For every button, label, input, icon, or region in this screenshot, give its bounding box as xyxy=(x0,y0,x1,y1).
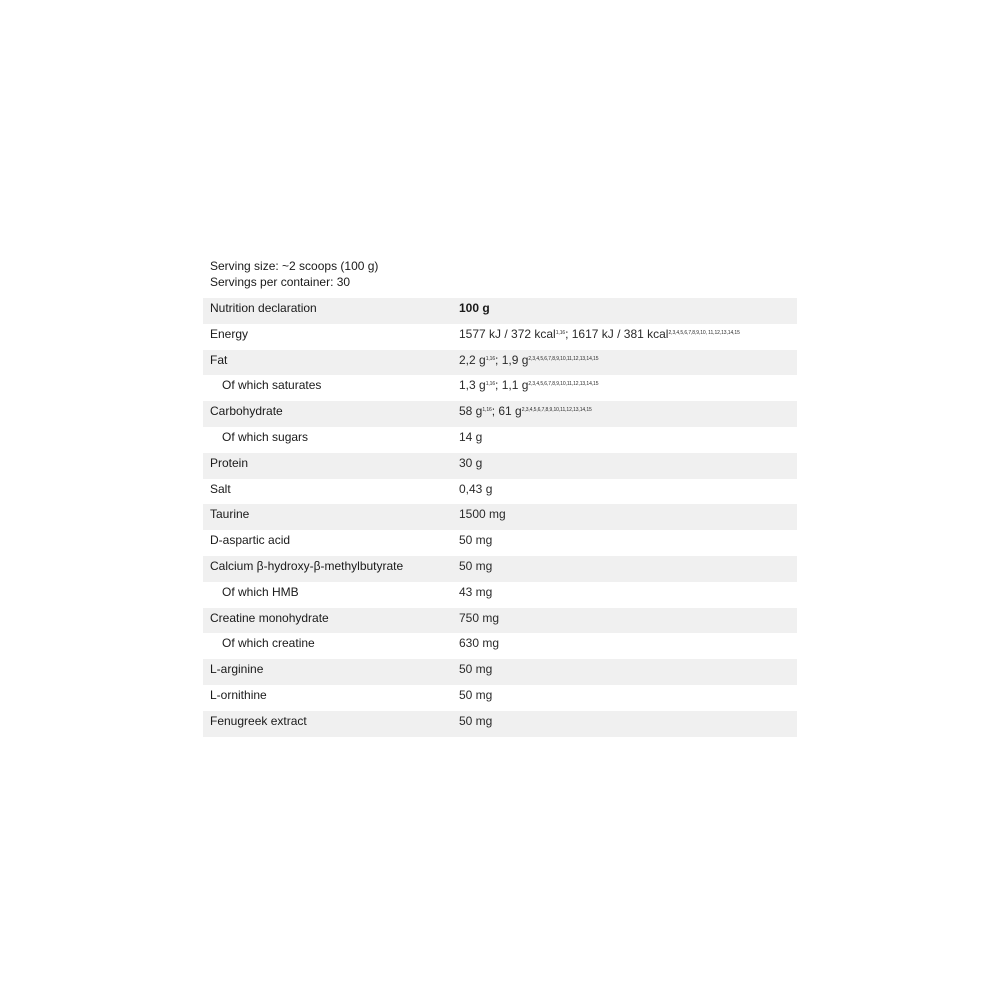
nutrient-name-cell: L-ornithine xyxy=(210,687,267,702)
nutrient-name-cell: Of which HMB xyxy=(222,584,299,599)
nutrient-value-cell xyxy=(459,685,797,711)
value-text: 43 mg xyxy=(459,584,493,599)
nutrient-value-cell xyxy=(459,582,797,608)
nutrient-value-cell xyxy=(459,375,797,401)
nutrient-name-cell: Fat xyxy=(210,352,228,367)
footnote-reference: 2,3,4,5,6,7,8,9,10,11,12,13,14,15 xyxy=(521,407,592,414)
serving-size-text: Serving size: ~2 scoops (100 g) xyxy=(210,259,379,273)
nutrition-table xyxy=(203,298,797,737)
value-text: 630 mg xyxy=(459,636,500,651)
nutrient-value-cell xyxy=(459,350,797,376)
nutrient-value-cell xyxy=(459,530,797,556)
table-row xyxy=(203,685,797,711)
nutrient-name-cell: Taurine xyxy=(210,507,250,522)
value-text: ; 1617 kJ / 381 kcal xyxy=(565,326,669,341)
serving-info xyxy=(210,258,770,290)
nutrient-name-cell: Of which saturates xyxy=(222,378,322,393)
value-text: 2,2 g xyxy=(459,352,486,367)
value-text: ; 61 g xyxy=(491,404,522,419)
value-text: 30 g xyxy=(459,455,483,470)
nutrient-name-cell: Creatine monohydrate xyxy=(210,610,329,625)
table-header-row xyxy=(203,298,797,324)
nutrition-table-body xyxy=(203,298,797,737)
nutrient-value-cell xyxy=(459,453,797,479)
nutrient-name-cell: Calcium β-hydroxy-β-methylbutyrate xyxy=(210,558,404,573)
footnote-reference: 2,3,4,5,6,7,8,9,10, 11,12,13,14,15 xyxy=(668,329,740,336)
nutrient-value-cell xyxy=(459,711,797,737)
table-row xyxy=(203,453,797,479)
table-row xyxy=(203,479,797,505)
nutrient-value-cell xyxy=(459,633,797,659)
nutrient-name-cell: Protein xyxy=(210,455,249,470)
value-text: 750 mg xyxy=(459,610,500,625)
nutrient-value-cell xyxy=(459,504,797,530)
value-text: ; 1,1 g xyxy=(495,378,529,393)
nutrient-value-cell xyxy=(459,401,797,427)
servings-per-container-text: Servings per container: 30 xyxy=(210,275,351,289)
nutrient-name-cell: Of which sugars xyxy=(222,429,309,444)
value-text: 50 mg xyxy=(459,533,493,548)
table-row xyxy=(203,556,797,582)
value-text: 50 mg xyxy=(459,662,493,677)
footnote-reference: 2,3,4,5,6,7,8,9,10,11,12,13,14,15 xyxy=(528,381,599,388)
value-text: 0,43 g xyxy=(459,481,493,496)
nutrient-value-cell xyxy=(459,608,797,634)
value-text: 1500 mg xyxy=(459,507,506,522)
value-text: 58 g xyxy=(459,404,483,419)
table-row xyxy=(203,582,797,608)
table-row xyxy=(203,427,797,453)
nutrient-name-cell: L-arginine xyxy=(210,662,264,677)
nutrient-value-cell xyxy=(459,427,797,453)
value-text: 50 mg xyxy=(459,713,493,728)
value-text: 1577 kJ / 372 kcal xyxy=(459,326,556,341)
value-text: 14 g xyxy=(459,429,483,444)
nutrient-name-cell: D-aspartic acid xyxy=(210,533,291,548)
header-value-cell: 100 g xyxy=(459,301,490,315)
footnote-reference: 1,16 xyxy=(555,329,566,336)
value-text: 50 mg xyxy=(459,687,493,702)
header-name-cell: Nutrition declaration xyxy=(210,301,317,315)
value-text: 1,3 g xyxy=(459,378,486,393)
table-row xyxy=(203,659,797,685)
nutrient-name-cell: Of which creatine xyxy=(222,636,315,651)
table-row xyxy=(203,504,797,530)
table-row xyxy=(203,401,797,427)
nutrient-name-cell: Energy xyxy=(210,326,249,341)
table-row xyxy=(203,608,797,634)
nutrient-value-cell xyxy=(459,324,797,350)
table-row xyxy=(203,350,797,376)
table-row xyxy=(203,711,797,737)
table-row xyxy=(203,324,797,350)
footnote-reference: 1,16 xyxy=(485,381,496,388)
footnote-reference: 1,16 xyxy=(482,407,492,414)
nutrient-value-cell xyxy=(459,479,797,505)
nutrient-value-cell xyxy=(459,556,797,582)
value-text: 50 mg xyxy=(459,558,493,573)
table-row xyxy=(203,530,797,556)
value-text: ; 1,9 g xyxy=(495,352,529,367)
footnote-reference: 2,3,4,5,6,7,8,9,10,11,12,13,14,15 xyxy=(528,355,599,362)
table-row xyxy=(203,375,797,401)
nutrient-name-cell: Salt xyxy=(210,481,231,496)
nutrient-value-cell xyxy=(459,659,797,685)
nutrient-name-cell: Carbohydrate xyxy=(210,404,283,419)
footnote-reference: 1,16 xyxy=(485,355,496,362)
table-row xyxy=(203,633,797,659)
nutrient-name-cell: Fenugreek extract xyxy=(210,713,307,728)
